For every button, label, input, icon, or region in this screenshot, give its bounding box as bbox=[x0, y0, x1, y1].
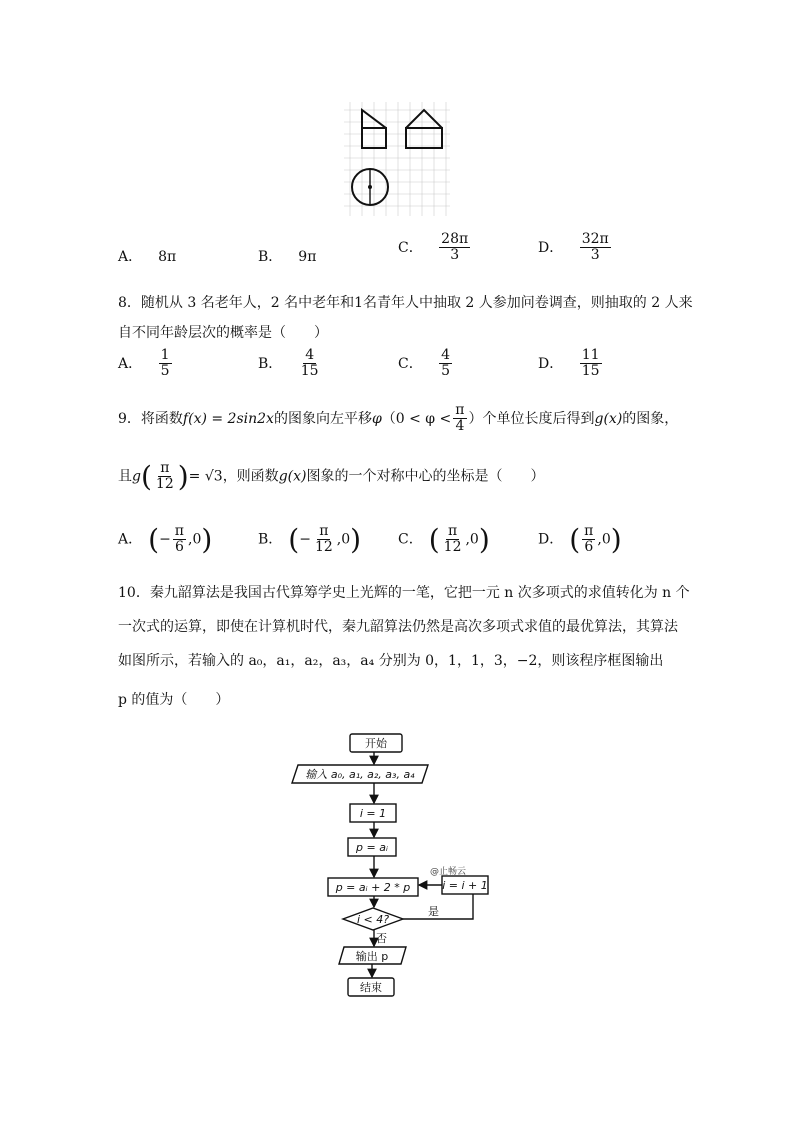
q9-text: 的图象向左平移 bbox=[273, 410, 372, 427]
option-fraction bbox=[439, 232, 470, 264]
q10-text-line2: 一次式的运算，即使在计算机时代，秦九韶算法仍然是高次多项式求值的最优算法，其算法 bbox=[118, 619, 678, 635]
numerator: π bbox=[455, 402, 465, 418]
denominator: 15 bbox=[300, 363, 319, 380]
left-paren: ( bbox=[569, 523, 581, 556]
denominator: 15 bbox=[581, 363, 600, 380]
option-letter: D． bbox=[538, 355, 564, 372]
denominator: 6 bbox=[174, 539, 184, 555]
option-letter: D． bbox=[538, 531, 564, 548]
option-fraction bbox=[442, 524, 464, 556]
no-label: 否 bbox=[376, 932, 387, 945]
q10-text-line1: 10．秦九韶算法是我国古代算筹学史上光辉的一笔，它把一元 n 次多项式的求值转化为 n 个 bbox=[118, 585, 690, 601]
q7-option-d bbox=[538, 232, 613, 264]
coord-tail: ,0 bbox=[597, 531, 611, 548]
left-paren: ( bbox=[288, 523, 300, 556]
q9-text: ）个单位长度后得到 bbox=[468, 410, 595, 427]
option-letter: A． bbox=[118, 249, 143, 265]
option-fraction bbox=[313, 524, 335, 556]
q9-function-g: g(x) bbox=[594, 410, 623, 427]
denominator: 6 bbox=[584, 539, 594, 555]
start-label: 开始 bbox=[365, 737, 387, 750]
numerator: 4 bbox=[305, 347, 315, 363]
init-p-label: p = aᵢ bbox=[356, 841, 388, 854]
option-fraction bbox=[582, 524, 595, 556]
q9-range: （0 < φ < bbox=[381, 410, 452, 427]
input-label: 输入 a₀, a₁, a₂, a₃, a₄ bbox=[305, 768, 415, 781]
q9-function-g: g(x) bbox=[278, 468, 307, 485]
right-paren: ) bbox=[478, 523, 490, 556]
q9-phi: φ bbox=[371, 410, 382, 427]
q9-text: ，则函数 bbox=[222, 468, 279, 485]
numerator: 32π bbox=[581, 231, 609, 247]
q9-text: 9．将函数 bbox=[118, 410, 183, 427]
numerator: π bbox=[447, 522, 458, 539]
q7-option-b bbox=[258, 246, 316, 266]
denominator: 12 bbox=[443, 539, 462, 555]
option-fraction bbox=[580, 348, 602, 380]
three-view-figure bbox=[344, 102, 450, 216]
denominator: 5 bbox=[160, 363, 170, 380]
numerator: 4 bbox=[441, 347, 451, 363]
q8-option-c bbox=[398, 348, 454, 380]
left-paren: ( bbox=[148, 523, 160, 556]
right-paren: ) bbox=[201, 523, 213, 556]
option-letter: B． bbox=[258, 249, 283, 265]
denominator: 3 bbox=[590, 247, 600, 264]
option-letter: C． bbox=[398, 355, 423, 372]
left-paren: ( bbox=[140, 460, 152, 493]
init-i-label: i = 1 bbox=[359, 807, 387, 820]
q9-option-c bbox=[398, 523, 490, 556]
q7-option-c bbox=[398, 232, 472, 264]
flowchart bbox=[290, 728, 488, 1004]
right-paren: ) bbox=[610, 523, 622, 556]
denominator: 4 bbox=[455, 418, 465, 435]
numerator: π bbox=[160, 459, 170, 476]
option-fraction bbox=[159, 348, 172, 380]
q9-option-d bbox=[538, 523, 622, 556]
q8-option-d bbox=[538, 348, 604, 380]
q9-option-b bbox=[258, 523, 361, 556]
q8-option-a bbox=[118, 348, 174, 380]
coord-tail: ,0 bbox=[188, 531, 202, 548]
q9-range-fraction bbox=[453, 403, 466, 435]
option-letter: A． bbox=[118, 531, 143, 548]
numerator: π bbox=[584, 522, 594, 539]
q9-text: 且 bbox=[118, 468, 132, 485]
numerator: π bbox=[174, 522, 184, 539]
option-letter: D． bbox=[538, 239, 564, 256]
q9-g-arg-fraction bbox=[154, 461, 176, 493]
denominator: 5 bbox=[441, 363, 451, 380]
numerator: 11 bbox=[581, 347, 600, 363]
q9-g-value: = √3 bbox=[188, 468, 223, 485]
option-letter: C． bbox=[398, 531, 423, 548]
left-paren: ( bbox=[428, 523, 440, 556]
numerator: π bbox=[319, 522, 329, 539]
q8-option-b bbox=[258, 348, 323, 380]
option-letter: B． bbox=[258, 355, 283, 372]
condition-label: i < 4? bbox=[356, 913, 390, 926]
denominator: 12 bbox=[314, 539, 333, 555]
sign: − bbox=[159, 531, 171, 548]
q8-text-line2: 自不同年龄层次的概率是（ ） bbox=[118, 325, 328, 341]
coord-tail: ,0 bbox=[336, 531, 351, 548]
output-label: 输出 p bbox=[355, 950, 389, 963]
q10-text-line4: p 的值为（ ） bbox=[118, 692, 230, 708]
option-fraction bbox=[439, 348, 452, 380]
yes-label: 是 bbox=[428, 905, 439, 918]
denominator: 3 bbox=[450, 247, 460, 264]
q10-text-line3: 如图所示，若输入的 a₀，a₁，a₂，a₃，a₄ 分别为 0，1，1，3，−2，则该程序框图输出 bbox=[118, 653, 664, 669]
right-paren: ) bbox=[177, 460, 189, 493]
option-value: 8π bbox=[158, 249, 177, 265]
denominator: 12 bbox=[155, 476, 174, 492]
option-fraction bbox=[173, 524, 186, 556]
numerator: 1 bbox=[160, 347, 170, 363]
sign: − bbox=[299, 531, 311, 548]
q9-text: 图象的一个对称中心的坐标是（ ） bbox=[306, 468, 545, 485]
option-letter: A． bbox=[118, 355, 143, 372]
q9-text: 的图象， bbox=[622, 410, 679, 427]
option-fraction bbox=[580, 232, 611, 264]
option-letter: C． bbox=[398, 239, 423, 256]
q9-text-line2 bbox=[118, 460, 544, 493]
q9-option-a bbox=[118, 523, 212, 556]
q9-text-line1 bbox=[118, 403, 678, 435]
q9-g: g bbox=[132, 468, 141, 485]
numerator: 28π bbox=[441, 231, 469, 247]
right-paren: ) bbox=[350, 523, 362, 556]
watermark-text: @止畅云 bbox=[430, 867, 467, 877]
option-fraction bbox=[299, 348, 321, 380]
coord-tail: ,0 bbox=[465, 531, 479, 548]
option-letter: B． bbox=[258, 531, 283, 548]
update-p-label: p = aᵢ + 2 * p bbox=[335, 881, 411, 894]
q9-function-f: f(x) = 2sin2x bbox=[182, 410, 274, 427]
q7-option-a bbox=[118, 246, 176, 266]
end-label: 结束 bbox=[360, 981, 382, 994]
option-value: 9π bbox=[298, 249, 317, 265]
q8-text-line1: 8．随机从 3 名老年人，2 名中老年和1名青年人中抽取 2 人参加问卷调查，则抽取的 2 人来 bbox=[118, 295, 693, 311]
update-i-label: i = i + 1 bbox=[442, 879, 488, 892]
